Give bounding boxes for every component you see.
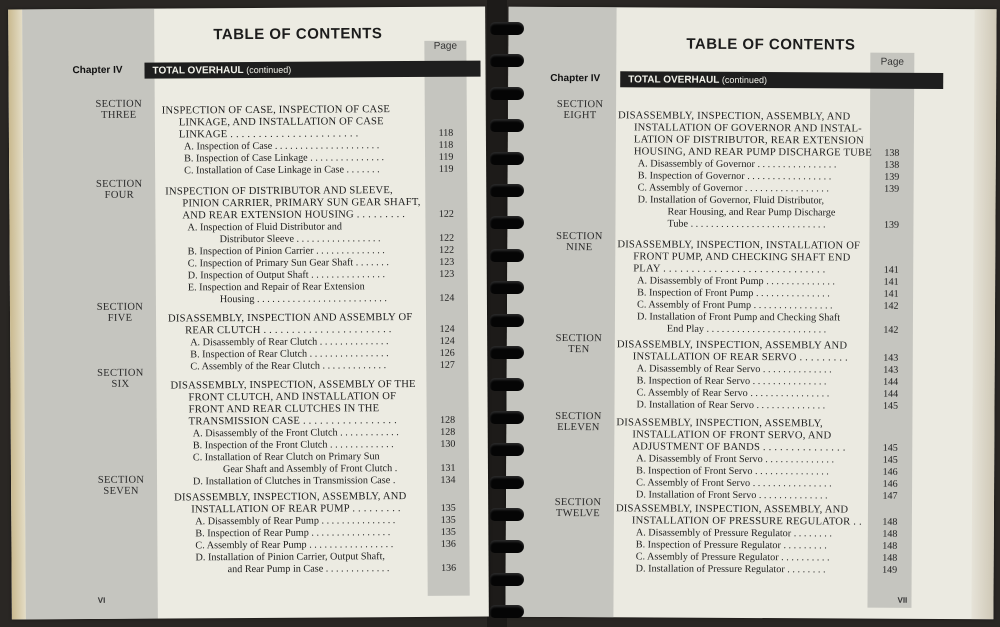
toc-heading-line: FRONT CLUTCH, AND INSTALLATION OF: [188, 391, 397, 404]
page-title: TABLE OF CONTENTS: [213, 25, 383, 44]
toc-subentry: C. Installation of Case Linkage in Case . . . . . . .: [184, 164, 380, 177]
chapter-title-bar: [144, 61, 480, 79]
chapter-title-bar: [620, 71, 943, 89]
toc-subentry: D. Inspection of Output Shaft . . . . . . . . . . . . . . .: [187, 269, 386, 282]
page-number: 144: [883, 376, 899, 388]
section-word: SECTION: [554, 496, 602, 509]
page-number: 118: [438, 139, 454, 151]
toc-heading-line: DISASSEMBLY, INSPECTION, ASSEMBLY,: [616, 417, 823, 430]
toc-subentry: D. Installation of Pinion Carrier, Output Shaft,: [195, 551, 385, 564]
page-number: 122: [438, 208, 454, 220]
section-label: [529, 333, 629, 356]
section-number: SEVEN: [103, 485, 139, 497]
toc-subentry: B. Inspection of Case Linkage . . . . . . . . . . . . . . .: [184, 152, 385, 165]
page-footer-number: VII: [897, 595, 908, 605]
toc-heading-line: DISASSEMBLY, INSPECTION AND ASSEMBLY OF: [168, 311, 413, 325]
page-number: 123: [439, 268, 455, 280]
spiral-coil: [490, 378, 524, 391]
left-page: [8, 7, 489, 620]
toc-subentry: C. Assembly of Front Servo . . . . . . . . . . . . . . . .: [636, 477, 832, 490]
page-number: 134: [440, 474, 456, 486]
section-number: SIX: [111, 378, 130, 390]
chapter-title: TOTAL OVERHAUL: [152, 65, 244, 77]
chapter-bar: [60, 61, 480, 80]
toc-subentry: Distributor Sleeve . . . . . . . . . . . . . . . . .: [219, 233, 381, 246]
toc-subentry: D. Installation of Pressure Regulator . . . . . . . .: [635, 563, 826, 576]
page-footer-number: VI: [97, 595, 106, 605]
page-number: 148: [882, 528, 898, 540]
page-number: 143: [883, 352, 899, 364]
section-number: THREE: [101, 109, 137, 121]
toc-subentry: A. Disassembly of Front Servo . . . . . . . . . . . . . .: [636, 453, 835, 466]
page-number: 145: [882, 454, 898, 466]
toc-subentry: Gear Shaft and Assembly of Front Clutch .: [222, 463, 398, 476]
page-number: 127: [439, 359, 455, 371]
spiral-coil: [490, 508, 524, 521]
page-number: 148: [882, 540, 898, 552]
spiral-coil: [490, 22, 524, 35]
spiral-coil: [490, 54, 524, 67]
spiral-coil: [490, 216, 524, 229]
page-column-header: Page: [880, 56, 905, 68]
section-label: [69, 178, 169, 201]
toc-heading-line: INSTALLATION OF FRONT SERVO, AND: [632, 429, 832, 442]
page-number: 143: [883, 364, 899, 376]
page-number: 144: [883, 388, 899, 400]
toc-subentry: A. Disassembly of Rear Servo . . . . . . . . . . . . . .: [636, 363, 832, 376]
section-number: TWELVE: [555, 507, 600, 520]
section-number: FIVE: [107, 312, 133, 324]
toc-heading-line: REAR CLUTCH . . . . . . . . . . . . . . . . . . . . . . .: [185, 324, 392, 337]
toc-subentry: D. Installation of Front Pump and Checking Shaft: [636, 311, 841, 324]
page-number: 145: [882, 400, 899, 412]
toc-heading-line: ADJUSTMENT OF BANDS . . . . . . . . . . . . . . .: [632, 441, 846, 454]
page-number: 139: [884, 171, 900, 183]
section-label: [70, 367, 170, 390]
toc-subentry: B. Inspection of Rear Clutch . . . . . . . . . . . . . . . .: [190, 348, 389, 361]
toc-heading-line: DISASSEMBLY, INSPECTION, ASSEMBLY, AND: [174, 491, 407, 504]
toc-subentry: B. Inspection of Front Pump . . . . . . . . . . . . . . .: [637, 287, 830, 300]
toc-subentry: and Rear Pump in Case . . . . . . . . . . . . .: [227, 563, 390, 576]
toc-heading-line: INSTALLATION OF GOVERNOR AND INSTAL-: [633, 122, 862, 135]
toc-subentry: D. Installation of Governor, Fluid Distributor,: [637, 194, 825, 207]
toc-heading-line: TRANSMISSION CASE . . . . . . . . . . . . . . . . .: [188, 415, 397, 428]
page-number: 142: [883, 300, 899, 312]
spiral-coil: [490, 573, 524, 586]
page-number: 141: [883, 264, 899, 276]
spiral-coil: [490, 184, 524, 197]
toc-subentry: B. Inspection of Pressure Regulator . . . . . . . . .: [635, 539, 827, 552]
section-label: [530, 99, 630, 122]
spiral-coil: [490, 605, 524, 618]
toc-subentry: C. Assembly of Rear Servo . . . . . . . . . . . . . . . .: [636, 387, 830, 400]
spiral-coil: [490, 411, 524, 424]
spiral-coil: [490, 476, 524, 489]
toc-heading-line: LINKAGE . . . . . . . . . . . . . . . . . . . . . . .: [178, 128, 359, 141]
page-number: 126: [439, 347, 455, 359]
toc-heading-line: INSTALLATION OF REAR PUMP . . . . . . . . .: [191, 503, 401, 516]
toc-heading-line: INSPECTION OF CASE, INSPECTION OF CASE: [161, 104, 391, 117]
section-word: SECTION: [97, 367, 144, 379]
toc-subentry: B. Inspection of Governor . . . . . . . . . . . . . . . . .: [637, 170, 832, 183]
toc-heading-line: PLAY . . . . . . . . . . . . . . . . . . . . . . . . . . . . .: [633, 263, 826, 276]
chapter-continued: (continued): [246, 64, 292, 76]
toc-subentry: C. Assembly of the Rear Clutch . . . . . . . . . . . . .: [190, 360, 387, 373]
page-number: 146: [882, 478, 898, 490]
toc-subentry: End Play . . . . . . . . . . . . . . . . . . . . . . . .: [666, 323, 827, 336]
toc-subentry: B. Inspection of Rear Pump . . . . . . . . . . . . . . . .: [195, 527, 391, 540]
spiral-coil: [490, 152, 524, 165]
page-number: 138: [884, 147, 900, 159]
toc-heading-line: DISASSEMBLY, INSPECTION, ASSEMBLY OF THE: [170, 378, 416, 392]
toc-subentry: C. Assembly of Front Pump . . . . . . . . . . . . . . . .: [637, 299, 833, 312]
toc-subentry: D. Installation of Clutches in Transmission Case .: [192, 475, 396, 488]
page-number: 128: [440, 426, 456, 438]
page-number: 135: [440, 526, 456, 538]
toc-heading-line: DISASSEMBLY, INSPECTION, ASSEMBLY, AND: [615, 503, 849, 516]
page-number: 135: [440, 502, 456, 514]
page-number: 148: [882, 516, 898, 528]
spiral-coil: [490, 346, 524, 359]
section-label: [69, 98, 169, 121]
section-number: TEN: [568, 344, 590, 356]
section-number: NINE: [566, 242, 593, 254]
section-number: FOUR: [104, 189, 134, 201]
spiral-coil: [490, 249, 524, 262]
page-number: 135: [440, 514, 456, 526]
toc-subentry: B. Inspection of Pinion Carrier . . . . . . . . . . . . . .: [187, 245, 385, 258]
page-number: 119: [438, 151, 454, 163]
toc-subentry: C. Installation of Rear Clutch on Primary Sun: [192, 451, 380, 464]
section-word: SECTION: [95, 178, 143, 190]
page-title: TABLE OF CONTENTS: [686, 35, 856, 54]
toc-subentry: A. Disassembly of the Front Clutch . . . . . . . . . . . .: [192, 427, 399, 440]
toc-heading-line: INSTALLATION OF REAR SERVO . . . . . . . . .: [632, 351, 848, 364]
page-number: 130: [440, 438, 456, 450]
toc-subentry: A. Disassembly of Pressure Regulator . . . . . . . .: [635, 527, 832, 540]
page-number: 136: [441, 562, 457, 574]
toc-subentry: A. Disassembly of Front Pump . . . . . . . . . . . . . .: [637, 275, 836, 288]
section-label: [529, 231, 629, 254]
toc-subentry: C. Assembly of Governor . . . . . . . . . . . . . . . . .: [637, 182, 829, 195]
toc-subentry: C. Assembly of Pressure Regulator . . . . . . . . . .: [635, 551, 830, 564]
toc-heading-line: HOUSING, AND REAR PUMP DISCHARGE TUBE: [633, 146, 873, 159]
toc-heading-line: LINKAGE, AND INSTALLATION OF CASE: [178, 116, 384, 129]
toc-heading-line: FRONT AND REAR CLUTCHES IN THE: [188, 403, 380, 416]
toc-subentry: B. Inspection of Rear Servo . . . . . . . . . . . . . . .: [636, 375, 827, 388]
page-column-header: Page: [433, 40, 458, 52]
page-number: 142: [883, 324, 899, 336]
page-number: 149: [882, 564, 898, 576]
toc-heading-line: INSPECTION OF DISTRIBUTOR AND SLEEVE,: [165, 185, 393, 198]
spiral-coil: [490, 443, 524, 456]
toc-subentry: C. Inspection of Primary Sun Gear Shaft . . . . . . .: [187, 257, 389, 270]
toc-subentry: Tube . . . . . . . . . . . . . . . . . . . . . . . . . . .: [667, 218, 826, 231]
toc-subentry: A. Disassembly of Rear Pump . . . . . . . . . . . . . . .: [195, 515, 396, 528]
toc-subentry: A. Inspection of Case . . . . . . . . . . . . . . . . . . . . .: [183, 140, 380, 153]
toc-subentry: A. Disassembly of Rear Clutch . . . . . . . . . . . . . .: [190, 336, 389, 349]
section-label: [70, 301, 170, 324]
page-number: 128: [440, 414, 456, 426]
page-number: 123: [439, 256, 455, 268]
page-number: 122: [439, 232, 455, 244]
section-word: SECTION: [556, 98, 604, 111]
section-word: SECTION: [95, 98, 142, 110]
section-word: SECTION: [97, 474, 145, 486]
page-number: 138: [884, 159, 900, 171]
page-number: 124: [439, 335, 455, 347]
page-number: 124: [439, 323, 455, 335]
section-label: [71, 474, 171, 497]
section-word: SECTION: [96, 301, 144, 313]
spiral-coil: [490, 540, 524, 553]
section-number: EIGHT: [563, 110, 597, 122]
toc-subentry: D. Installation of Rear Servo . . . . . . . . . . . . . .: [636, 399, 826, 412]
page-number: 147: [882, 490, 898, 502]
toc-subentry: A. Disassembly of Governor . . . . . . . . . . . . . . . .: [637, 158, 837, 171]
toc-subentry: B. Inspection of Front Servo . . . . . . . . . . . . . . .: [636, 465, 829, 478]
page-number: 119: [438, 163, 454, 175]
page-number: 124: [439, 292, 455, 304]
page-number: 146: [882, 466, 898, 478]
page-number: 136: [440, 538, 456, 550]
page-number: 139: [884, 183, 900, 195]
chapter-title: TOTAL OVERHAUL: [628, 74, 720, 86]
toc-heading-line: DISASSEMBLY, INSPECTION, INSTALLATION OF: [617, 239, 861, 252]
section-word: SECTION: [555, 410, 602, 423]
section-label: [528, 411, 628, 434]
toc-subentry: A. Inspection of Fluid Distributor and: [187, 221, 343, 234]
page-number: 131: [440, 462, 456, 474]
toc-heading-line: AND REAR EXTENSION HOUSING . . . . . . . . .: [182, 209, 406, 222]
section-word: SECTION: [556, 230, 603, 243]
section-word: SECTION: [555, 332, 603, 345]
spiral-coil: [490, 87, 524, 100]
toc-subentry: Rear Housing, and Rear Pump Discharge: [667, 206, 836, 219]
page-number: 141: [883, 276, 899, 288]
toc-heading-line: PINION CARRIER, PRIMARY SUN GEAR SHAFT,: [182, 196, 421, 210]
toc-heading-line: FRONT PUMP, AND CHECKING SHAFT END: [633, 251, 851, 264]
chapter-bar: [538, 71, 943, 89]
toc-heading-line: DISASSEMBLY, INSPECTION, ASSEMBLY AND: [616, 339, 848, 352]
page-number: 139: [883, 219, 899, 231]
toc-heading-line: DISASSEMBLY, INSPECTION, ASSEMBLY, AND: [618, 110, 851, 123]
toc-heading-line: INSTALLATION OF PRESSURE REGULATOR . .: [631, 515, 862, 528]
spiral-coil: [490, 281, 524, 294]
toc-subentry: B. Inspection of the Front Clutch . . . . . . . . . . . . .: [192, 439, 394, 452]
toc-subentry: Housing . . . . . . . . . . . . . . . . . . . . . . . . . .: [219, 293, 387, 306]
page-edge: [971, 9, 996, 619]
toc-subentry: D. Installation of Front Servo . . . . . . . . . . . . . .: [636, 489, 828, 502]
page-number: 148: [882, 552, 898, 564]
section-label: [528, 497, 628, 520]
toc-subentry: C. Assembly of Rear Pump . . . . . . . . . . . . . . . . .: [195, 539, 394, 552]
chapter-continued: (continued): [721, 74, 767, 86]
section-number: ELEVEN: [557, 421, 600, 434]
toc-heading-line: LATION OF DISTRIBUTOR, REAR EXTENSION: [633, 134, 864, 147]
page-number: 118: [438, 127, 454, 139]
page-number: 122: [439, 244, 455, 256]
page-number: 145: [882, 442, 898, 454]
spiral-coil: [490, 119, 524, 132]
spiral-coil: [490, 314, 524, 327]
toc-subentry: E. Inspection and Repair of Rear Extension: [187, 281, 365, 294]
chapter-label: Chapter IV: [550, 72, 601, 85]
page-number: 141: [883, 288, 899, 300]
right-page: [505, 7, 996, 620]
chapter-label: Chapter IV: [72, 64, 123, 77]
